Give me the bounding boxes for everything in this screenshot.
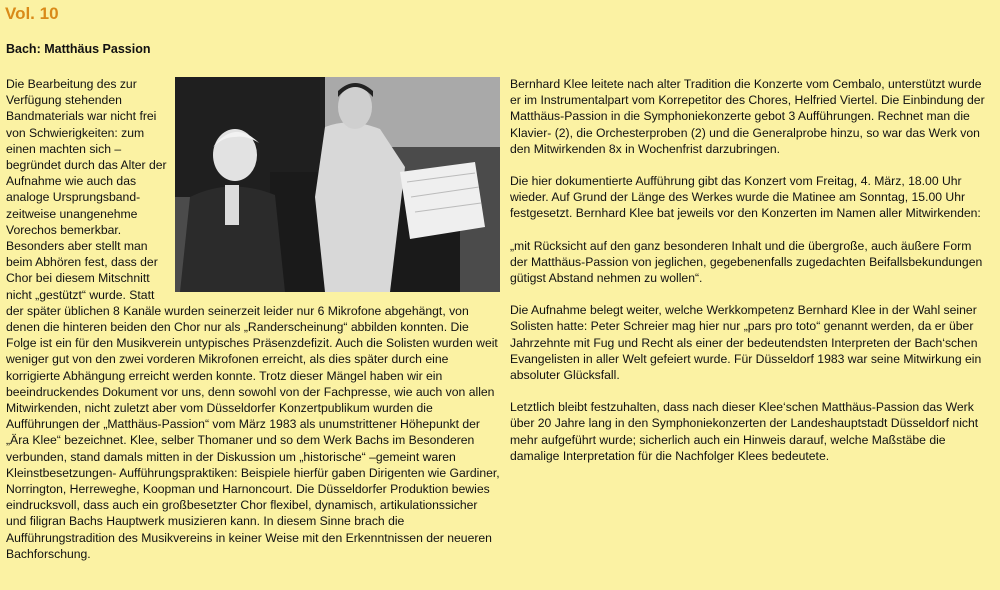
right-paragraph-1: Bernhard Klee leitete nach alter Tradition die Konzerte vom Cembalo, unterstützt wurde er im Instrumentalpart vom Korrepetitor des Chores, Helfried Viertel. Die Einbindung der Matthäus-Passion in die Symphoniekonzerte gebot 3 Aufführungen. Rechnet man die Klavier- (2), die Orchesterproben (2) und die Generalprobe hinzu, so war das Werk von den Mitwirkenden 8x in Wochenfrist darzubringen. (510, 77, 985, 156)
right-paragraph-3-quote: „mit Rücksicht auf den ganz besonderen Inhalt und die übergroße, auch äußere Form der Matthäus-Passion von jeglichen, gegebenenfalls zugedachten Beifallsbekundungen gütigst Abstand nehmen zu wollen“. (510, 238, 983, 286)
right-paragraph-5: Letztlich bleibt festzuhalten, dass nach dieser Klee‘schen Matthäus-Passion das Werk über 20 Jahre lang in den Symphoniekonzerten der Landeshauptstadt Düsseldorf nicht mehr aufgeführt wurde; sicherlich auch ein Hinweis darauf, welche Maßstäbe die damalige Interpretation für die Nachfolger Klees bedeutete. (510, 400, 979, 463)
photo-two-men (175, 77, 500, 292)
article-title: Bach: Matthäus Passion (6, 42, 151, 56)
right-paragraph-4: Die Aufnahme belegt weiter, welche Werkkompetenz Bernhard Klee in der Wahl seiner Solisten hatte: Peter Schreier mag hier nur „pars pro toto“ genannt werden, da er über Jahrzehnte mit Fug und Recht als einer der bedeutendsten Interpreten der Bach‘schen Evangelisten in aller Welt gefeiert wurde. Für Düsseldorf 1983 war seine Mitwirkung ein absoluter Glücksfall. (510, 303, 982, 383)
photo-illustration (175, 77, 500, 292)
right-column (510, 76, 986, 480)
right-paragraph-2: Die hier dokumentierte Aufführung gibt das Konzert vom Freitag, 4. März, 18.00 Uhr wieder. Auf Grund der Länge des Werkes wurde die Matinee am Sonntag, 15.00 Uhr festgesetzt. Bernhard Klee bat jeweils vor den Konzerten im Namen aller Mitwirkenden: (510, 174, 981, 221)
left-paragraph: Die Bearbeitung des zur Verfügung stehenden Bandmaterials war nicht frei von Schwierigkeiten: zum einen machten sich –begründet durch das Alter der Aufnahme wie auch das analoge Ursprungsband- zeitweise unangenehme Vorechos bemerkbar. Besonders aber stellt man beim Abhören fest, dass der Chor bei diesem Mitschnitt nicht „gestützt“ wurde. Statt der später üblichen 8 Kanäle wurden seinerzeit leider nur 6 Mikrofone abgehängt, von denen die hinteren beiden den Chor nur als „Randerscheinung“ abbilden konnten. Die Folge ist ein für den Musikverein untypisches Präsenzdefizit. Auch die Solisten wurden weit weniger gut von den zwei vorderen Mikrofonen erreicht, als dies später durch eine korrigierte Abhängung erreicht werden konnte. Trotz dieser Mängel haben wir ein beeindruckendes Dokument vor uns, denn sowohl von der Fachpresse, wie auch von allen Mitwirkenden, nicht zuletzt aber vom Düsseldorfer Konzertpublikum wurden die Aufführungen der „Matthäus-Passion“ vom März 1983 als unumstrittener Höhepunkt der „Ära Klee“ bezeichnet. Klee, selber Thomaner und so dem Werk Bachs im Besonderen verbunden, stand damals mitten in der Diskussion um „historische“ –gemeint waren Kleinstbesetzungen- Aufführungspraktiken: Beispiele hierfür gaben Dirigenten wie Gardiner, Norrington, Herreweghe, Koopman und Harnoncourt. Die Düsseldorfer Produktion bewies eindrucksvoll, dass auch ein großbesetzter Chor flexibel, dynamisch, artikulationssicher und filigran Bachs Hauptwerk musizieren kann. In diesem Sinne brach die Aufführungstradition des Musikvereins in keiner Weise mit den Erkenntnissen der neueren Bachforschung. (6, 77, 500, 561)
left-column (6, 76, 500, 562)
volume-label: Vol. 10 (5, 4, 59, 23)
